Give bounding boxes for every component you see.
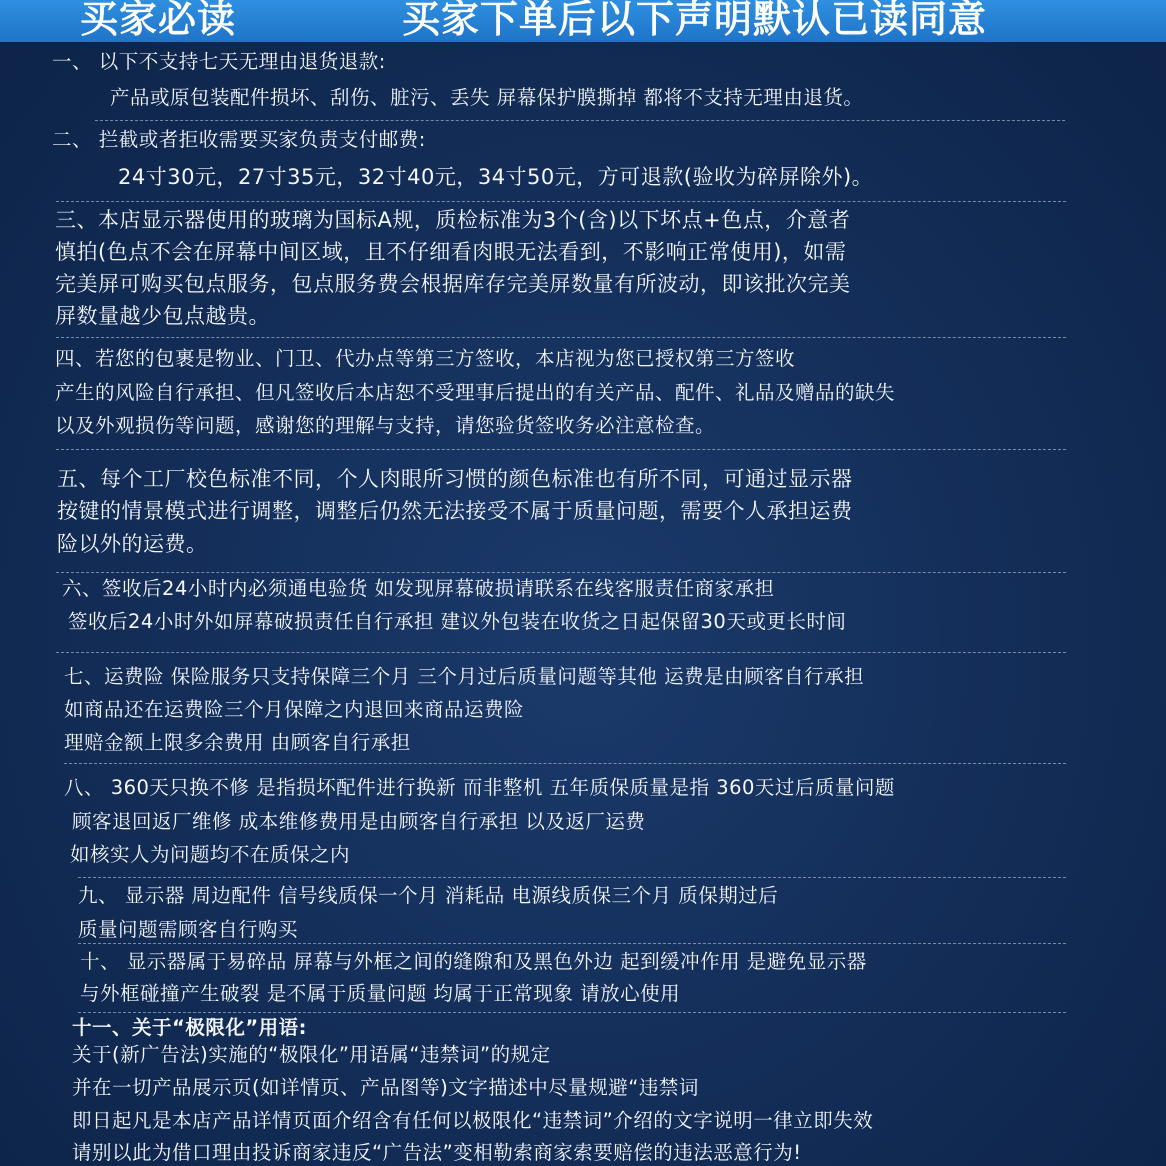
notice-line: 关于(新广告法)实施的“极限化”用语属“违禁词”的规定	[72, 1043, 551, 1066]
section-divider	[78, 1012, 1066, 1013]
notice-line: 产生的风险自行承担、但凡签收后本店恕不受理事后提出的有关产品、配件、礼品及赠品的缺失	[55, 381, 896, 404]
section-divider	[64, 763, 1066, 764]
section-divider	[95, 120, 1065, 121]
banner-title-left: 买家必读	[80, 0, 237, 41]
section-divider	[56, 337, 1066, 338]
notice-line: 险以外的运费。	[57, 532, 208, 556]
notice-line: 二、 拦截或者拒收需要买家负责支付邮费:	[52, 128, 426, 151]
header-banner	[0, 0, 1166, 42]
notice-line: 如商品还在运费险三个月保障之内退回来商品运费险	[64, 698, 525, 721]
section-divider	[78, 943, 1066, 944]
notice-line: 五、每个工厂校色标准不同，个人肉眼所习惯的颜色标准也有所不同，可通过显示器	[57, 467, 853, 491]
notice-line: 九、 显示器 周边配件 信号线质保一个月 消耗品 电源线质保三个月 质保期过后	[78, 884, 779, 907]
notice-line: 顾客退回返厂维修 成本维修费用是由顾客自行承担 以及返厂运费	[72, 810, 646, 833]
section-divider	[78, 877, 1066, 878]
section-divider	[56, 572, 1066, 573]
notice-line: 产品或原包装配件损坏、刮伤、脏污、丢失 屏幕保护膜撕掉 都将不支持无理由退货。	[110, 86, 864, 109]
notice-line: 十、 显示器属于易碎品 屏幕与外框之间的缝隙和及黑色外边 起到缓冲作用 是避免显示器	[80, 950, 867, 973]
notice-line: 八、 360天只换不修 是指损坏配件进行换新 而非整机 五年质保质量是指 360天过后质量问题	[64, 776, 895, 799]
notice-line: 慎拍(色点不会在屏幕中间区域，且不仔细看肉眼无法看到，不影响正常使用)，如需	[55, 240, 847, 264]
notice-line: 如核实人为问题均不在质保之内	[70, 843, 351, 866]
notice-line: 一、 以下不支持七天无理由退货退款:	[52, 50, 386, 73]
notice-line: 请别以此为借口理由投诉商家违反“广告法”变相勒索商家索要赔偿的违法恶意行为!	[72, 1141, 802, 1164]
notice-line: 理赔金额上限多余费用 由顾客自行承担	[64, 731, 411, 754]
notice-line: 六、签收后24小时内必须通电验货 如发现屏幕破损请联系在线客服责任商家承担	[62, 577, 775, 600]
section-divider	[56, 201, 1066, 202]
notice-line: 与外框碰撞产生破裂 是不属于质量问题 均属于正常现象 请放心使用	[80, 982, 681, 1005]
notice-heading: 十一、关于“极限化”用语:	[72, 1016, 307, 1039]
notice-line: 并在一切产品展示页(如详情页、产品图等)文字描述中尽量规避“违禁词	[72, 1076, 699, 1099]
notice-line: 屏数量越少包点越贵。	[55, 304, 270, 328]
notice-line: 按键的情景模式进行调整，调整后仍然无法接受不属于质量问题，需要个人承担运费	[57, 499, 853, 523]
section-divider	[56, 449, 1066, 450]
notice-line: 签收后24小时外如屏幕破损责任自行承担 建议外包装在收货之日起保留30天或更长时间	[68, 610, 847, 633]
section-divider	[56, 652, 1066, 653]
notice-line: 以及外观损伤等问题，感谢您的理解与支持，请您验货签收务必注意检查。	[55, 414, 716, 437]
notice-line: 24寸30元，27寸35元，32寸40元，34寸50元，方可退款(验收为碎屏除外)。	[118, 165, 874, 189]
banner-title-right: 买家下单后以下声明默认已读同意	[402, 0, 988, 41]
notice-line: 七、运费险 保险服务只支持保障三个月 三个月过后质量问题等其他 运费是由顾客自行承担	[64, 665, 865, 688]
notice-line: 即日起凡是本店产品详情页面介绍含有任何以极限化“违禁词”介绍的文字说明一律立即失效	[72, 1109, 874, 1132]
notice-line: 三、本店显示器使用的玻璃为国标A规，质检标准为3个(含)以下坏点+色点，介意者	[55, 208, 851, 232]
notice-line: 四、若您的包裹是物业、门卫、代办点等第三方签收，本店视为您已授权第三方签收	[55, 347, 796, 370]
notice-line: 完美屏可购买包点服务，包点服务费会根据库存完美屏数量有所波动，即该批次完美	[55, 272, 851, 296]
notice-line: 质量问题需顾客自行购买	[78, 918, 299, 941]
